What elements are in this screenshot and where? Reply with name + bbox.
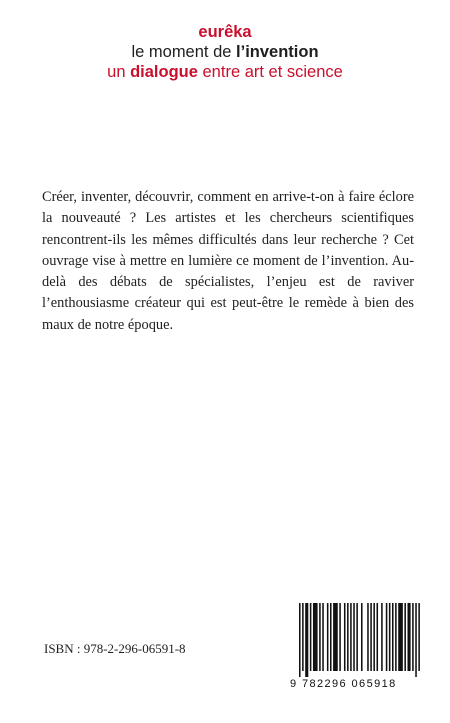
barcode-bar xyxy=(327,603,329,671)
barcode-bar xyxy=(412,603,414,671)
title-prefix: le moment de xyxy=(131,43,237,61)
barcode-bar xyxy=(415,603,417,677)
barcode-bar xyxy=(313,603,318,671)
back-cover-blurb: Créer, inventer, découvrir, comment en arrive-t-on à faire éclore la nouveauté ? Les artistes et les chercheurs scientifiques rencontrent-ils les mêmes difficultés dans leur recherche ? Cet ouvrage vise à mettre en lumière ce moment de l’invention. Au-delà des débats de spécialistes, l’enjeu est de raviver l’enthousiasme créateur qui est peut-être le remède à bien des maux de notre époque. xyxy=(42,189,414,333)
barcode-bars xyxy=(290,603,432,677)
barcode-bar xyxy=(305,603,308,677)
barcode-bar xyxy=(350,603,352,671)
barcode-bar xyxy=(347,603,349,671)
barcode-bar xyxy=(404,603,406,671)
barcode-bar xyxy=(319,603,321,671)
title-emphasis: l’invention xyxy=(236,43,319,61)
barcode-bar xyxy=(398,603,403,671)
barcode-bar xyxy=(356,603,358,671)
subtitle-emphasis: dialogue xyxy=(130,63,198,81)
barcode-bar xyxy=(353,603,355,671)
barcode-bar xyxy=(418,603,420,671)
title-line-main xyxy=(0,42,450,62)
subtitle-line xyxy=(0,62,450,82)
barcode-bar xyxy=(330,603,332,671)
barcode-bar xyxy=(377,603,379,671)
subtitle-suffix: entre art et science xyxy=(197,63,343,81)
barcode-bar xyxy=(310,603,312,671)
barcode-bar xyxy=(333,603,338,671)
barcode-bar xyxy=(344,603,346,671)
barcode-bar xyxy=(392,603,394,671)
barcode-bar xyxy=(408,603,411,671)
barcode-bar xyxy=(373,603,375,671)
barcode-bar xyxy=(386,603,388,671)
barcode-digits: 9 782296 065918 xyxy=(290,678,397,690)
barcode-bar xyxy=(339,603,341,671)
subtitle-prefix: un xyxy=(107,63,131,81)
series-name: eurêka xyxy=(198,23,252,41)
barcode-bar xyxy=(322,603,324,671)
barcode-bar xyxy=(395,603,397,671)
barcode-bar xyxy=(370,603,372,671)
barcode-bar xyxy=(361,603,363,671)
barcode-bar xyxy=(381,603,383,671)
barcode-bar xyxy=(302,603,304,671)
barcode-bar xyxy=(367,603,369,671)
barcode-bar xyxy=(389,603,391,671)
barcode xyxy=(290,603,432,693)
cover-title-block xyxy=(0,22,450,82)
barcode-bar xyxy=(299,603,301,677)
isbn-label: ISBN : 978-2-296-06591-8 xyxy=(44,641,186,656)
